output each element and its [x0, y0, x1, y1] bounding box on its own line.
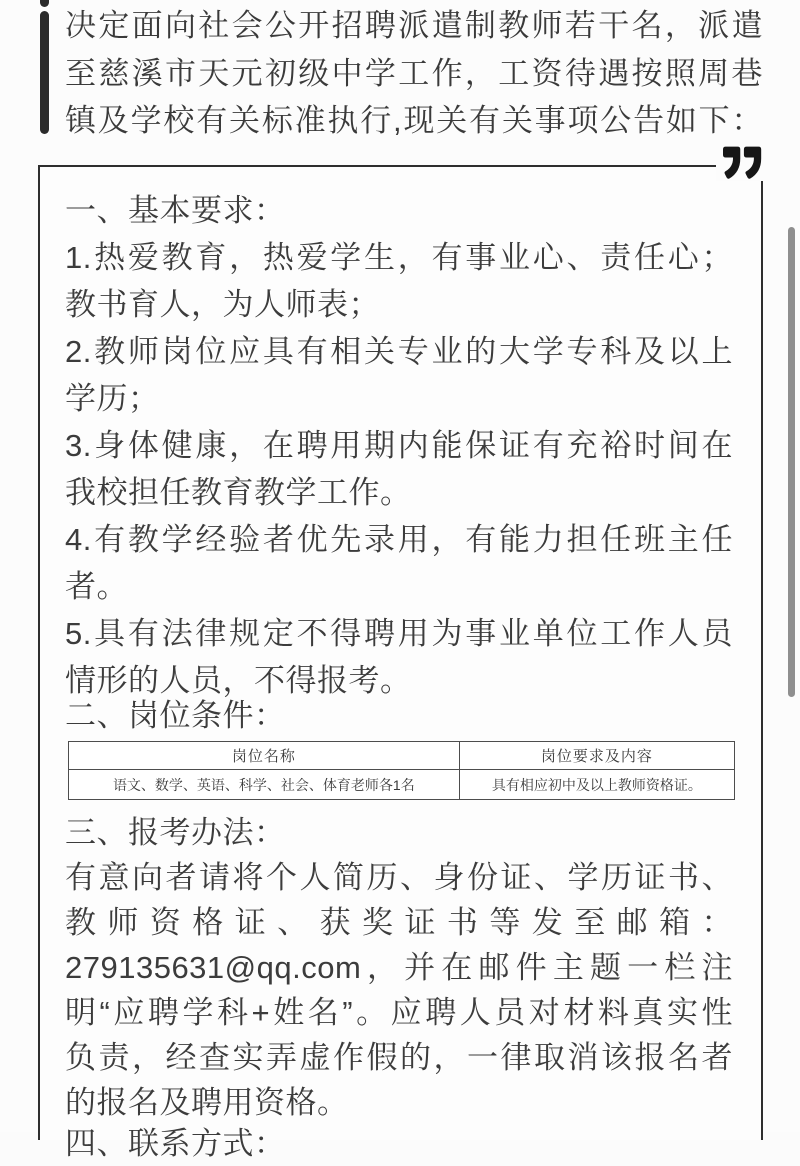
table-header-cell: 岗位要求及内容 [459, 742, 734, 770]
notice-text-line: 三、报考办法： [65, 815, 286, 850]
table-cell: 语文、数学、英语、科学、社会、体育老师各1名 [69, 770, 460, 800]
notice-text-line: 四、联系方式： [65, 1126, 286, 1161]
intro-text-line: 至慈溪市天元初级中学工作，工资待遇按照周巷 [65, 55, 763, 91]
notice-content [40, 167, 761, 1166]
notice-text-line: 二、岗位条件： [65, 698, 286, 733]
positions-table [68, 741, 733, 800]
notice-text-line: 情形的人员，不得报考。 [65, 663, 412, 698]
scrollbar-thumb[interactable] [788, 227, 795, 697]
table-cell: 具有相应初中及以上教师资格证。 [459, 770, 734, 800]
notice-text-line: 者。 [65, 569, 128, 604]
notice-box [38, 165, 763, 1161]
notice-text-line: 我校担任教育教学工作。 [65, 475, 412, 510]
notice-text-line: 5.具有法律规定不得聘用为事业单位工作人员 [65, 616, 733, 651]
notice-text-line: 明“应聘学科+姓名”。应聘人员对材料真实性 [65, 995, 733, 1030]
table-header-cell: 岗位名称 [69, 742, 460, 770]
notice-text-line: 3.身体健康，在聘用期内能保证有充裕时间在 [65, 428, 733, 463]
notice-text-line: 学历； [65, 381, 160, 416]
notice-text-line: 有意向者请将个人简历、身份证、学历证书、 [65, 860, 733, 895]
notice-text-line: 1.热爱教育，热爱学生，有事业心、责任心； [65, 240, 733, 275]
closing-quote-icon [716, 145, 764, 181]
notice-text-line: 279135631@qq.com，并在邮件主题一栏注 [65, 950, 733, 985]
accent-bar [40, 11, 49, 134]
notice-text-line: 一、基本要求： [65, 193, 286, 228]
intro-text-line: 决定面向社会公开招聘派遣制教师若干名，派遣 [65, 8, 763, 43]
notice-text-line: 2.教师岗位应具有相关专业的大学专科及以上 [65, 334, 733, 369]
notice-text-line: 教书育人，为人师表； [65, 287, 380, 322]
notice-text-line: 教师资格证、获奖证书等发至邮箱： [65, 905, 733, 940]
notice-text-line: 4.有教学经验者优先录用，有能力担任班主任 [65, 522, 733, 557]
intro-paragraph [65, 2, 763, 145]
accent-dot [40, 0, 49, 7]
intro-text-line: 镇及学校有关标准执行,现关有关事项公告如下： [65, 103, 763, 138]
notice-text-line: 的报名及聘用资格。 [65, 1085, 349, 1120]
notice-text-line: 负责，经查实弄虚作假的，一律取消该报名者 [65, 1040, 733, 1075]
table-row [69, 770, 735, 800]
